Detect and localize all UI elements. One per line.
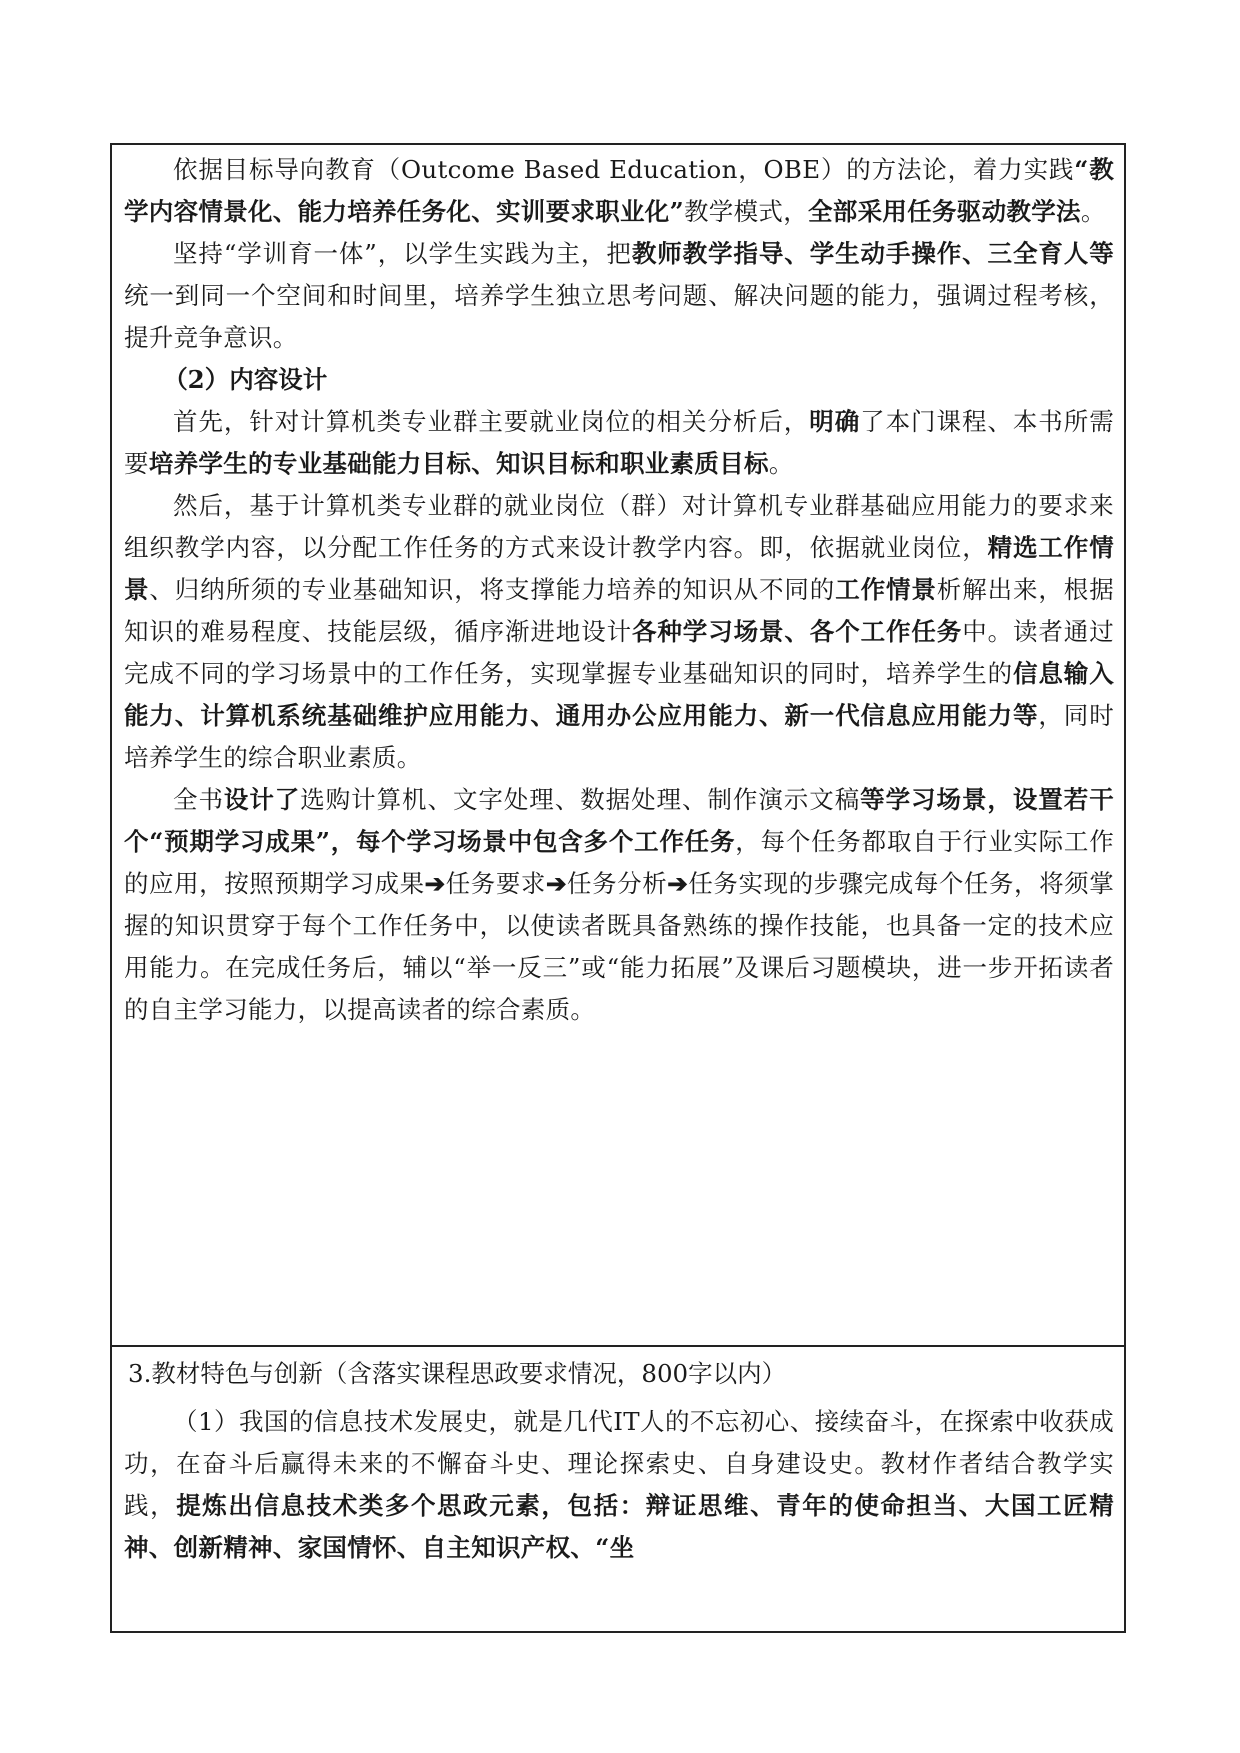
bold-run: 精选工作情景 (124, 533, 1114, 604)
teaching-method-cell (112, 145, 1124, 1347)
bold-run: 等学习场景，设置若干个“预期学习成果”，每个学习场景中包含多个工作任务 (124, 785, 1114, 856)
content-organization-paragraph (124, 485, 1114, 779)
text-run: 首先，针对计算机类专业群主要就业岗位的相关分析后， (173, 407, 810, 436)
text-run: 选购计算机、文字处理、数据处理、制作演示文稿 (300, 785, 861, 814)
text-run: 析解出来，根据知识的难易程度、技能层级，循序渐进地设计 (124, 575, 1114, 646)
text-run: 。 (768, 449, 794, 478)
bold-run: 培养学生的专业基础能力目标、知识目标和职业素质目标 (148, 449, 769, 478)
text-run: 、归纳所须的专业基础知识，将支撑能力培养的知识从不同的 (149, 575, 836, 604)
text-run: 依据目标导向教育（Outcome Based Education，OBE）的方法论，着力实践 (173, 155, 1075, 184)
content-design-heading: （2）内容设计 (163, 365, 328, 394)
text-run: 中。读者通过完成不同的学习场景中的工作任务，实现掌握专业基础知识的同时，培养学生的 (124, 617, 1115, 688)
text-run: 坚持“学训育一体”，以学生实践为主，把 (173, 239, 632, 268)
text-run: （1）我国的信息技术发展史，就是几代IT人的不忘初心、接续奋斗，在探索中收获成功，在奋斗后赢得未来的不懈奋斗史、理论探索史、自身建设史。教材作者结合教学实践， (124, 1407, 1114, 1520)
bold-run: 工作情景 (835, 575, 937, 604)
bold-run: 信息输入能力、计算机系统基础维护应用能力、通用办公应用能力、新一代信息应用能力等 (124, 659, 1114, 730)
bold-run: ➔ (424, 869, 446, 898)
text-run: 任务要求 (445, 869, 546, 898)
text-run: ，同时培养学生的综合职业素质。 (124, 701, 1115, 772)
text-run: 任务实现的步骤完成每个任务，将须掌握的知识贯穿于每个工作任务中，以使读者既具备熟练的操作技能，也具备一定的技术应用能力。在完成任务后，辅以“举一反三”或“能力拓展”及课后习题模块，进一步开拓读者的自主学习能力，以提高读者的综合素质。 (124, 869, 1114, 1024)
text-run: 教学模式， (684, 197, 808, 226)
bold-run: “教学内容情景化、能力培养任务化、实训要求职业化” (124, 155, 1114, 226)
bold-run: ➔ (545, 869, 567, 898)
bold-run: 全部采用任务驱动教学法 (808, 197, 1081, 226)
obe-paragraph (124, 149, 1114, 233)
text-run: 全书 (173, 785, 224, 814)
bold-run: 提炼出信息技术类多个思政元素，包括：辩证思维、青年的使命担当、大国工匠精神、创新精神、家国情怀、自主知识产权、“坐 (124, 1491, 1115, 1562)
bold-run: 明确 (809, 407, 861, 436)
features-cell (112, 1347, 1124, 1631)
goals-paragraph (124, 401, 1114, 485)
bold-run: 教师教学指导、学生动手操作、三全育人等 (631, 239, 1114, 268)
text-run: 统一到同一个空间和时间里，培养学生独立思考问题、解决问题的能力，强调过程考核，提升竞争意识。 (124, 281, 1114, 352)
book-structure-paragraph (124, 779, 1114, 1031)
ideological-paragraph (124, 1401, 1114, 1569)
features-section-heading: 3.教材特色与创新（含落实课程思政要求情况，800字以内） (128, 1359, 787, 1388)
integration-paragraph (124, 233, 1114, 359)
text-run: 然后，基于计算机类专业群的就业岗位（群）对计算机专业群基础应用能力的要求来组织教学内容，以分配工作任务的方式来设计教学内容。即，依据就业岗位， (124, 491, 1114, 562)
bold-run: 设计了 (223, 785, 301, 814)
text-run: 。 (1080, 197, 1106, 226)
form-table (110, 143, 1126, 1633)
text-run: 了本门课程、本书所需要 (124, 407, 1115, 478)
bold-run: 各种学习场景、各个工作任务 (632, 617, 963, 646)
bold-run: ➔ (667, 869, 689, 898)
text-run: 任务分析 (566, 869, 668, 898)
text-run: ，每个任务都取自于行业实际工作的应用，按照预期学习成果 (124, 827, 1115, 898)
